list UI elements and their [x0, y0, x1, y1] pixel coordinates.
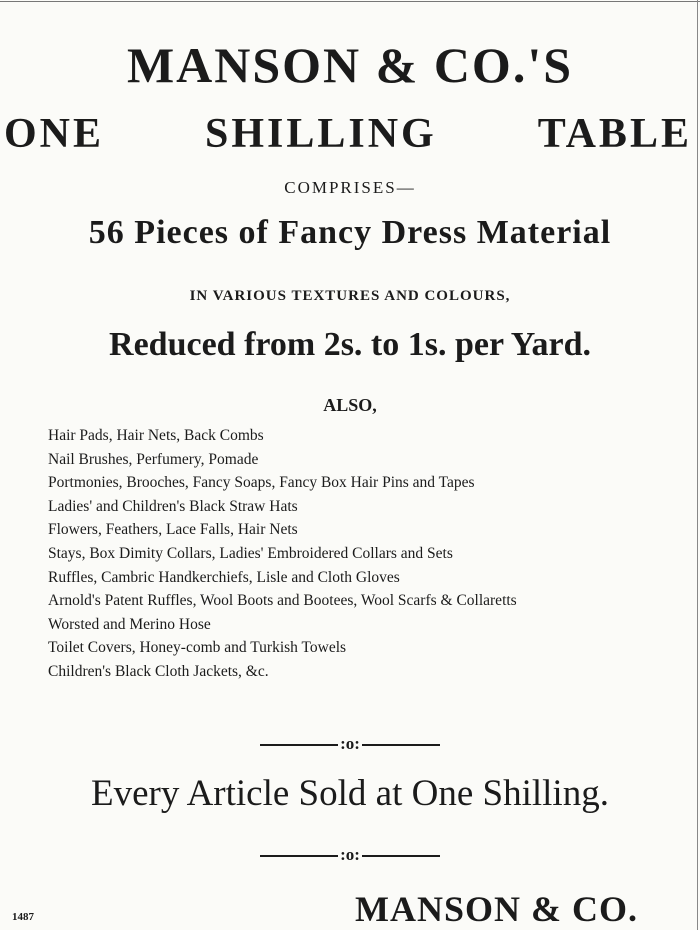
list-item: Flowers, Feathers, Lace Falls, Hair Nets — [48, 521, 298, 539]
also-label: ALSO, — [323, 395, 377, 415]
divider-line — [362, 744, 440, 746]
list-item: Nail Brushes, Perfumery, Pomade — [48, 450, 259, 468]
subtitle-word: TABLE — [537, 111, 692, 157]
ornamental-divider — [0, 734, 700, 754]
ad-number: 1487 — [12, 911, 34, 923]
list-item: Children's Black Cloth Jackets, &c. — [48, 662, 269, 680]
price-reduction-headline: Reduced from 2s. to 1s. per Yard. — [109, 326, 591, 363]
divider-line — [260, 744, 338, 746]
textures-line: IN VARIOUS TEXTURES AND COLOURS, — [189, 288, 511, 304]
list-item: Portmonies, Brooches, Fancy Soaps, Fancy Box Hair Pins and Tapes — [48, 474, 475, 492]
divider-line — [260, 855, 338, 857]
divider-mark: :o: — [340, 845, 360, 864]
subtitle-word: ONE — [4, 111, 105, 157]
list-item: Stays, Box Dimity Collars, Ladies' Embroidered Collars and Sets — [48, 544, 453, 562]
every-article-headline: Every Article Sold at One Shilling. — [91, 773, 609, 814]
item-list — [48, 424, 517, 684]
ad-signature: MANSON & CO. — [355, 889, 638, 929]
list-item: Worsted and Merino Hose — [48, 615, 211, 633]
comprises-label: COMPRISES— — [284, 178, 416, 197]
list-item: Ladies' and Children's Black Straw Hats — [48, 497, 298, 515]
ad-title: MANSON & CO.'S — [126, 37, 574, 93]
list-item: Arnold's Patent Ruffles, Wool Boots and Bootees, Wool Scarfs & Collaretts — [48, 592, 517, 610]
ornamental-divider — [0, 845, 700, 865]
divider-mark: :o: — [340, 734, 360, 753]
divider-line — [362, 855, 440, 857]
list-item: Ruffles, Cambric Handkerchiefs, Lisle and Cloth Gloves — [48, 568, 400, 586]
pieces-headline: 56 Pieces of Fancy Dress Material — [88, 214, 612, 251]
ad-subtitle — [4, 110, 692, 158]
list-item: Toilet Covers, Honey-comb and Turkish Towels — [48, 639, 347, 657]
subtitle-word: SHILLING — [204, 111, 437, 157]
list-item: Hair Pads, Hair Nets, Back Combs — [48, 427, 264, 444]
